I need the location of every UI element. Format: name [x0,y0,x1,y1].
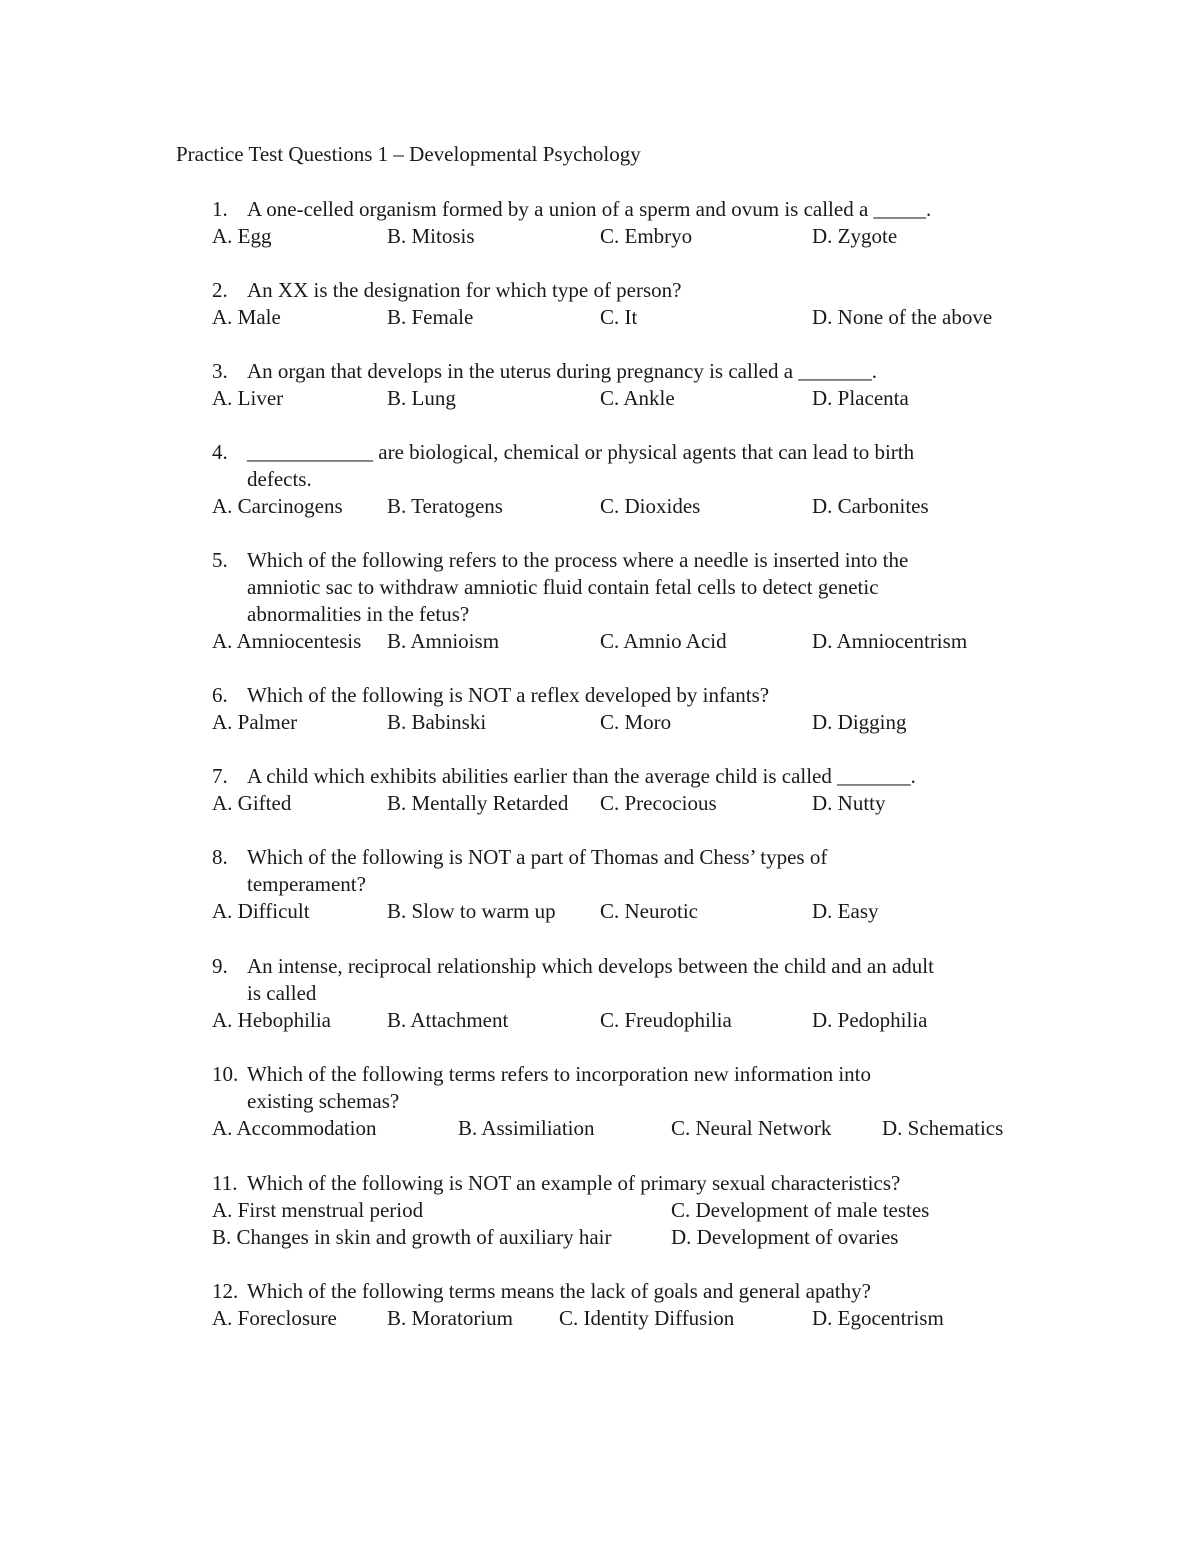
option-d: D. Easy [812,899,879,923]
question-4 [212,439,1042,520]
option-b: B. Attachment [387,1008,509,1032]
question-text: An XX is the designation for which type of person? [247,278,682,302]
option-d: D. Nutty [812,791,886,815]
question-7 [212,763,1042,817]
option-d: D. Digging [812,710,907,734]
answer-options-row-2 [212,1224,1042,1251]
question-number: 12. [212,1279,239,1303]
question-8 [212,844,1042,925]
question-number: 4. [212,440,228,464]
option-b: B. Assimiliation [458,1116,595,1140]
question-12 [212,1278,1042,1332]
question-text-continued: existing schemas? [247,1089,400,1113]
question-5 [212,547,1042,655]
question-number: 6. [212,683,228,707]
option-a: A. Foreclosure [212,1306,337,1330]
option-d: D. Egocentrism [812,1306,944,1330]
option-b: B. Lung [387,386,456,410]
answer-options [212,304,1042,331]
question-number: 10. [212,1062,239,1086]
page-title: Practice Test Questions 1 – Developmental Psychology [176,142,641,166]
question-text: Which of the following is NOT an example of primary sexual characteristics? [247,1171,901,1195]
option-d: D. None of the above [812,305,993,329]
option-c: C. It [600,305,638,329]
question-number: 1. [212,197,228,221]
option-d: D. Zygote [812,224,898,248]
option-a: A. Accommodation [212,1116,377,1140]
question-text: Which of the following terms means the lack of goals and general apathy? [247,1279,871,1303]
option-b: B. Mitosis [387,224,475,248]
option-a: A. Egg [212,224,272,248]
option-d: D. Amniocentrism [812,629,968,653]
option-a: A. First menstrual period [212,1198,424,1222]
question-text: A one-celled organism formed by a union of a sperm and ovum is called a _____. [247,197,932,221]
option-d: D. Pedophilia [812,1008,928,1032]
option-c: C. Identity Diffusion [559,1306,735,1330]
option-d: D. Development of ovaries [671,1225,899,1249]
option-b: B. Changes in skin and growth of auxiliary hair [212,1225,612,1249]
option-c: C. Precocious [600,791,717,815]
option-c: C. Neurotic [600,899,698,923]
answer-options [212,493,1042,520]
question-2 [212,277,1042,331]
option-c: C. Embryo [600,224,693,248]
answer-options [212,1115,1042,1142]
answer-options [212,1007,1042,1034]
option-c: C. Freudophilia [600,1008,732,1032]
question-10 [212,1061,1042,1142]
option-c: C. Dioxides [600,494,701,518]
question-text-continued: defects. [247,467,312,491]
question-number: 11. [212,1171,238,1195]
question-text: An organ that develops in the uterus during pregnancy is called a _______. [247,359,878,383]
option-b: B. Babinski [387,710,487,734]
question-text-continued: amniotic sac to withdraw amniotic fluid contain fetal cells to detect genetic [247,575,879,599]
option-a: A. Male [212,305,281,329]
question-text: A child which exhibits abilities earlier than the average child is called _______. [247,764,916,788]
answer-options-row-1 [212,1197,1042,1224]
option-b: B. Moratorium [387,1306,513,1330]
answer-options [212,385,1042,412]
option-c: C. Amnio Acid [600,629,727,653]
question-9 [212,953,1042,1034]
question-6 [212,682,1042,736]
answer-options [212,628,1042,655]
question-number: 3. [212,359,228,383]
option-d: D. Placenta [812,386,909,410]
option-b: B. Female [387,305,474,329]
question-text-continued: is called [247,981,317,1005]
option-b: B. Slow to warm up [387,899,556,923]
option-b: B. Mentally Retarded [387,791,569,815]
question-text: ____________ are biological, chemical or physical agents that can lead to birth [247,440,915,464]
answer-options [212,223,1042,250]
option-c: C. Neural Network [671,1116,832,1140]
option-c: C. Development of male testes [671,1198,930,1222]
answer-options [212,898,1042,925]
option-c: C. Moro [600,710,672,734]
option-a: A. Difficult [212,899,310,923]
option-d: D. Schematics [882,1116,1004,1140]
question-1 [212,196,1042,250]
answer-options [212,709,1042,736]
question-number: 9. [212,954,228,978]
option-b: B. Teratogens [387,494,503,518]
question-text-continued: abnormalities in the fetus? [247,602,470,626]
answer-options [212,1305,1042,1332]
option-a: A. Palmer [212,710,298,734]
question-text: An intense, reciprocal relationship which develops between the child and an adult [247,954,934,978]
answer-options [212,790,1042,817]
question-3 [212,358,1042,412]
option-a: A. Carcinogens [212,494,343,518]
question-number: 7. [212,764,228,788]
question-11 [212,1170,1042,1251]
question-number: 5. [212,548,228,572]
question-number: 2. [212,278,228,302]
option-c: C. Ankle [600,386,675,410]
question-text: Which of the following is NOT a reflex developed by infants? [247,683,770,707]
option-d: D. Carbonites [812,494,929,518]
question-text: Which of the following refers to the process where a needle is inserted into the [247,548,909,572]
question-text-continued: temperament? [247,872,366,896]
option-a: A. Gifted [212,791,292,815]
option-a: A. Liver [212,386,284,410]
option-a: A. Amniocentesis [212,629,362,653]
option-a: A. Hebophilia [212,1008,331,1032]
question-text: Which of the following is NOT a part of Thomas and Chess’ types of [247,845,828,869]
option-b: B. Amnioism [387,629,500,653]
question-text: Which of the following terms refers to incorporation new information into [247,1062,872,1086]
question-number: 8. [212,845,228,869]
